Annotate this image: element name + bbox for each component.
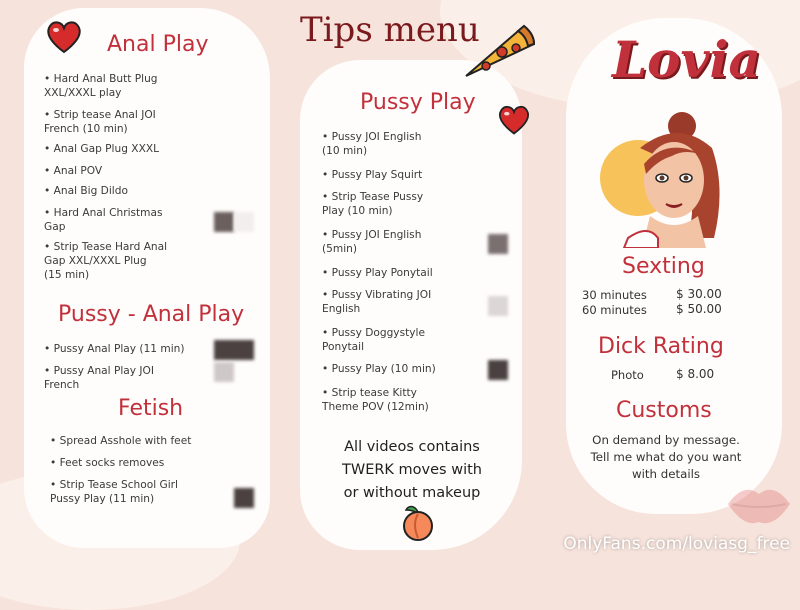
menu-item: • Hard Anal Butt Plug XXL/XXXL play (44, 73, 158, 99)
sexting-duration: 60 minutes (582, 303, 647, 317)
rating-type: Photo (611, 368, 644, 382)
lips-icon (724, 478, 794, 530)
menu-item: • Pussy JOI English (10 min) (322, 131, 422, 157)
blurred-price (488, 234, 508, 254)
menu-item: • Anal POV (44, 165, 103, 177)
menu-item: • Pussy Vibrating JOI English (322, 289, 432, 315)
twerk-note: All videos contains TWERK moves with or without makeup (342, 439, 482, 501)
menu-item: • Feet socks removes (50, 457, 165, 469)
menu-item: • Anal Big Dildo (44, 185, 128, 197)
blurred-price (214, 212, 234, 232)
sexting-duration: 30 minutes (582, 288, 647, 302)
menu-item: • Anal Gap Plug XXXL (44, 143, 159, 155)
blurred-price (214, 362, 234, 382)
customs-text: On demand by message. Tell me what do you want with details (590, 433, 742, 481)
menu-item: • Strip Tease Pussy Play (10 min) (322, 191, 424, 217)
page-title: Tips menu (300, 10, 480, 50)
heart-icon (44, 20, 84, 54)
menu-item: • Pussy Play (10 min) (322, 363, 436, 375)
blurred-price (488, 360, 508, 380)
brand-logo: Lovia (612, 30, 761, 89)
section-title-fetish: Fetish (118, 396, 184, 421)
rating-price: $ 8.00 (676, 367, 715, 381)
heart-icon (496, 104, 532, 136)
blurred-price (234, 212, 254, 232)
menu-item: • Hard Anal Christmas Gap (44, 207, 163, 233)
menu-item: • Pussy Doggystyle Ponytail (322, 327, 425, 353)
sexting-price: $ 50.00 (676, 302, 722, 316)
blurred-price (488, 296, 508, 316)
peach-icon (398, 502, 438, 542)
blurred-price (234, 488, 254, 508)
section-title-pussy-play: Pussy Play (360, 90, 476, 115)
menu-item: • Strip tease Anal JOI French (10 min) (44, 109, 156, 135)
watermark: OnlyFans.com/loviasg_free (563, 534, 790, 554)
menu-item: • Pussy Anal Play JOI French (44, 365, 155, 391)
menu-item: • Strip Tease School Girl Pussy Play (11 min) (50, 479, 178, 505)
menu-item: • Pussy Anal Play (11 min) (44, 343, 185, 355)
sexting-price: $ 30.00 (676, 287, 722, 301)
menu-item: • Strip tease Kitty Theme POV (12min) (322, 387, 429, 413)
section-title-anal-play: Anal Play (107, 32, 209, 57)
section-title-pussy-anal-play: Pussy - Anal Play (58, 302, 245, 327)
menu-item: • Pussy JOI English (5min) (322, 229, 422, 255)
menu-item: • Pussy Play Squirt (322, 169, 423, 181)
pizza-icon (462, 20, 538, 80)
menu-item: • Strip Tease Hard Anal Gap XXL/XXXL Plug (15 min) (44, 241, 168, 281)
section-title-customs: Customs (616, 398, 712, 423)
menu-item: • Spread Asshole with feet (50, 435, 192, 447)
blurred-price (214, 340, 254, 360)
avatar-illustration (588, 108, 738, 248)
menu-item: • Pussy Play Ponytail (322, 267, 433, 279)
section-title-dick-rating: Dick Rating (598, 334, 724, 359)
section-title-sexting: Sexting (622, 254, 705, 279)
